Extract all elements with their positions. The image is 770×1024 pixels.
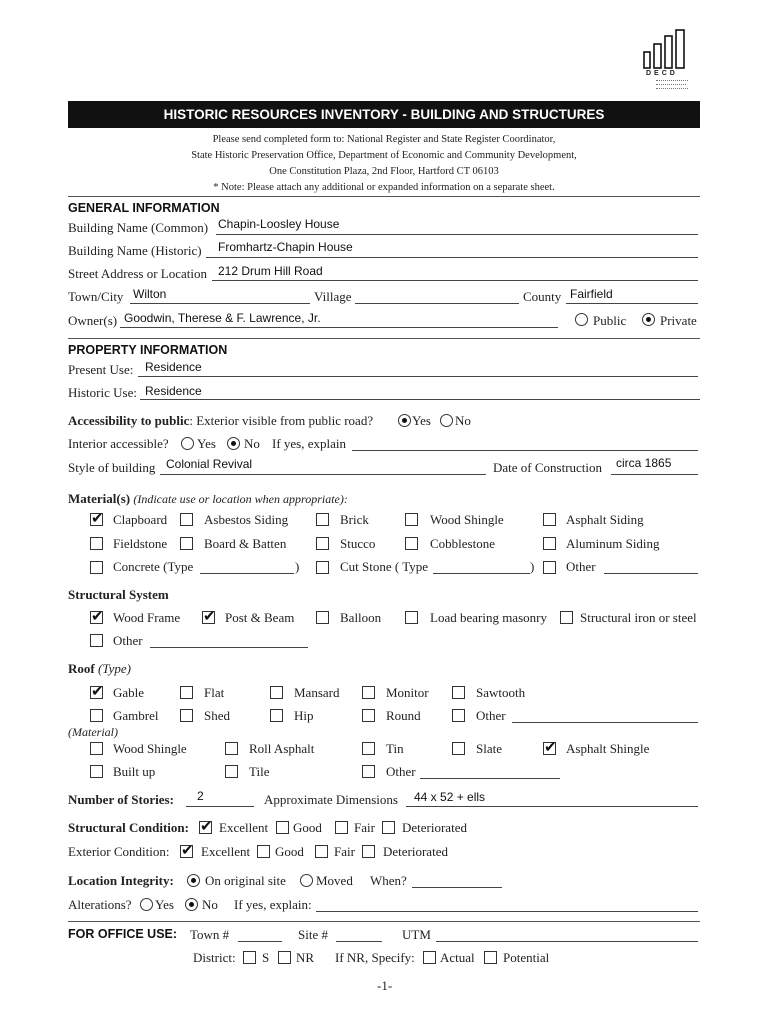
street-address-field[interactable]: 212 Drum Hill Road bbox=[218, 264, 323, 278]
no-label: No bbox=[202, 897, 218, 912]
tin-checkbox[interactable] bbox=[362, 742, 375, 755]
hip-label: Hip bbox=[294, 708, 314, 723]
gable-checkbox[interactable] bbox=[90, 686, 103, 699]
stucco-checkbox[interactable] bbox=[316, 537, 329, 550]
town-city-field[interactable]: Wilton bbox=[133, 287, 167, 301]
yes-label: Yes bbox=[412, 413, 431, 428]
alterations-yes-radio[interactable] bbox=[140, 898, 153, 911]
alterations-explain-field[interactable] bbox=[316, 911, 698, 912]
historic-use-field[interactable]: Residence bbox=[145, 384, 202, 398]
fieldstone-label: Fieldstone bbox=[113, 536, 168, 551]
building-name-historic-field[interactable]: Fromhartz-Chapin House bbox=[218, 240, 353, 254]
other-structural-field[interactable] bbox=[150, 647, 308, 648]
hip-checkbox[interactable] bbox=[270, 709, 283, 722]
exterior-deteriorated-checkbox[interactable] bbox=[362, 845, 375, 858]
if-yes-explain-label: If yes, explain: bbox=[234, 897, 312, 912]
good-label: Good bbox=[275, 844, 304, 859]
exterior-good-checkbox[interactable] bbox=[257, 845, 270, 858]
cobblestone-label: Cobblestone bbox=[430, 536, 495, 551]
stories-label: Number of Stories: bbox=[68, 792, 174, 807]
built-up-label: Built up bbox=[113, 764, 156, 779]
if-yes-explain-label: If yes, explain bbox=[272, 436, 347, 451]
structural-system-heading: Structural System bbox=[68, 587, 169, 602]
district-s-checkbox[interactable] bbox=[243, 951, 256, 964]
tin-label: Tin bbox=[386, 741, 404, 756]
no-label: No bbox=[244, 436, 260, 451]
structural-excellent-checkbox[interactable] bbox=[199, 821, 212, 834]
aluminum-siding-checkbox[interactable] bbox=[543, 537, 556, 550]
alterations-no-radio[interactable] bbox=[185, 898, 198, 911]
wood-frame-label: Wood Frame bbox=[113, 610, 181, 625]
village-label: Village bbox=[314, 289, 352, 304]
deteriorated-label: Deteriorated bbox=[402, 820, 467, 835]
concrete-checkbox[interactable] bbox=[90, 561, 103, 574]
present-use-field[interactable]: Residence bbox=[145, 360, 202, 374]
exterior-fair-checkbox[interactable] bbox=[315, 845, 328, 858]
roof-bold: Roof bbox=[68, 661, 95, 676]
close-paren: ) bbox=[295, 559, 300, 574]
brick-checkbox[interactable] bbox=[316, 513, 329, 526]
page-number: -1- bbox=[377, 978, 393, 993]
asbestos-siding-label: Asbestos Siding bbox=[204, 512, 289, 527]
good-label: Good bbox=[293, 820, 322, 835]
exterior-excellent-checkbox[interactable] bbox=[180, 845, 193, 858]
street-address-label: Street Address or Location bbox=[68, 266, 207, 281]
built-up-checkbox[interactable] bbox=[90, 765, 103, 778]
no-label: No bbox=[455, 413, 471, 428]
on-original-site-label: On original site bbox=[205, 873, 286, 888]
other-roof-material-label: Other bbox=[386, 764, 416, 779]
load-bearing-masonry-label: Load bearing masonry bbox=[430, 610, 547, 625]
accessibility-question: : Exterior visible from public road? bbox=[189, 413, 374, 428]
instruction-line: State Historic Preservation Office, Department of Economic and Community Development, bbox=[191, 150, 577, 161]
roof-heading bbox=[68, 661, 131, 677]
owners-field[interactable]: Goodwin, Therese & F. Lawrence, Jr. bbox=[124, 311, 321, 325]
submission-instructions bbox=[68, 132, 700, 196]
potential-label: Potential bbox=[503, 950, 550, 965]
yes-label: Yes bbox=[197, 436, 216, 451]
sawtooth-checkbox[interactable] bbox=[452, 686, 465, 699]
asbestos-siding-checkbox[interactable] bbox=[180, 513, 193, 526]
roll-asphalt-label: Roll Asphalt bbox=[249, 741, 315, 756]
asphalt-shingle-checkbox[interactable] bbox=[543, 742, 556, 755]
other-roof-material-field[interactable] bbox=[420, 778, 560, 779]
site-number-label: Site # bbox=[298, 927, 328, 942]
style-field[interactable]: Colonial Revival bbox=[166, 457, 253, 471]
on-original-site-radio[interactable] bbox=[187, 874, 200, 887]
cut-stone-type-field[interactable] bbox=[433, 573, 530, 574]
fieldstone-checkbox[interactable] bbox=[90, 537, 103, 550]
utm-label: UTM bbox=[402, 927, 431, 942]
materials-hint: (Indicate use or location when appropriate): bbox=[133, 492, 348, 506]
flat-checkbox[interactable] bbox=[180, 686, 193, 699]
other-material-checkbox[interactable] bbox=[543, 561, 556, 574]
clapboard-checkbox[interactable] bbox=[90, 513, 103, 526]
date-of-construction-field[interactable]: circa 1865 bbox=[616, 456, 672, 470]
other-structural-checkbox[interactable] bbox=[90, 634, 103, 647]
post-beam-label: Post & Beam bbox=[225, 610, 295, 625]
round-label: Round bbox=[386, 708, 421, 723]
county-field[interactable]: Fairfield bbox=[570, 287, 613, 301]
tile-label: Tile bbox=[249, 764, 270, 779]
instruction-line: One Constitution Plaza, 2nd Floor, Hartford CT 06103 bbox=[269, 166, 499, 177]
excellent-label: Excellent bbox=[219, 820, 269, 835]
slate-label: Slate bbox=[476, 741, 502, 756]
public-label: Public bbox=[593, 313, 627, 328]
monitor-label: Monitor bbox=[386, 685, 429, 700]
mansard-checkbox[interactable] bbox=[270, 686, 283, 699]
decd-logo-icon bbox=[640, 28, 690, 70]
date-of-construction-label: Date of Construction bbox=[493, 460, 603, 475]
style-label: Style of building bbox=[68, 460, 156, 475]
stories-field[interactable]: 2 bbox=[197, 789, 204, 803]
close-paren: ) bbox=[530, 559, 535, 574]
board-batten-label: Board & Batten bbox=[204, 536, 287, 551]
when-label: When? bbox=[370, 873, 407, 888]
concrete-label: Concrete (Type bbox=[113, 559, 194, 574]
alterations-label: Alterations? bbox=[68, 897, 132, 912]
exterior-visible-yes-radio[interactable] bbox=[398, 414, 411, 427]
building-name-common-field[interactable]: Chapin-Loosley House bbox=[218, 217, 340, 231]
moved-radio[interactable] bbox=[300, 874, 313, 887]
building-name-common-label: Building Name (Common) bbox=[68, 220, 209, 235]
balloon-checkbox[interactable] bbox=[316, 611, 329, 624]
fair-label: Fair bbox=[334, 844, 355, 859]
structural-condition-label: Structural Condition: bbox=[68, 820, 189, 835]
wood-shingle-roof-label: Wood Shingle bbox=[113, 741, 187, 756]
present-use-label: Present Use: bbox=[68, 362, 134, 377]
moved-label: Moved bbox=[316, 873, 353, 888]
location-integrity-label: Location Integrity: bbox=[68, 873, 174, 888]
other-roof-material-checkbox[interactable] bbox=[362, 765, 375, 778]
asphalt-siding-label: Asphalt Siding bbox=[566, 512, 644, 527]
general-heading: GENERAL INFORMATION bbox=[68, 201, 220, 215]
dimensions-label: Approximate Dimensions bbox=[264, 792, 398, 807]
gable-label: Gable bbox=[113, 685, 145, 700]
structural-fair-checkbox[interactable] bbox=[335, 821, 348, 834]
load-bearing-masonry-checkbox[interactable] bbox=[405, 611, 418, 624]
brick-label: Brick bbox=[340, 512, 369, 527]
town-number-field[interactable] bbox=[238, 941, 282, 942]
town-city-label: Town/City bbox=[68, 289, 124, 304]
property-heading: PROPERTY INFORMATION bbox=[68, 343, 228, 357]
monitor-checkbox[interactable] bbox=[362, 686, 375, 699]
public-radio[interactable] bbox=[575, 313, 588, 326]
asphalt-shingle-label: Asphalt Shingle bbox=[566, 741, 650, 756]
divider bbox=[68, 921, 700, 922]
other-roof-type-field[interactable] bbox=[512, 722, 698, 723]
structural-iron-steel-checkbox[interactable] bbox=[560, 611, 573, 624]
clapboard-label: Clapboard bbox=[113, 512, 168, 527]
county-label: County bbox=[523, 289, 562, 304]
when-field[interactable] bbox=[412, 887, 502, 888]
concrete-type-field[interactable] bbox=[200, 573, 294, 574]
potential-checkbox[interactable] bbox=[484, 951, 497, 964]
slate-checkbox[interactable] bbox=[452, 742, 465, 755]
materials-bold: Material(s) bbox=[68, 491, 131, 506]
actual-checkbox[interactable] bbox=[423, 951, 436, 964]
office-use-heading: FOR OFFICE USE: bbox=[68, 927, 178, 941]
materials-label bbox=[68, 491, 348, 507]
other-material-field[interactable] bbox=[604, 573, 698, 574]
wood-frame-checkbox[interactable] bbox=[90, 611, 103, 624]
owners-label: Owner(s) bbox=[68, 313, 118, 328]
other-roof-type-checkbox[interactable] bbox=[452, 709, 465, 722]
round-checkbox[interactable] bbox=[362, 709, 375, 722]
district-nr-checkbox[interactable] bbox=[278, 951, 291, 964]
interior-yes-radio[interactable] bbox=[181, 437, 194, 450]
accessibility-label bbox=[68, 413, 373, 429]
dimensions-field[interactable]: 44 x 52 + ells bbox=[414, 790, 486, 804]
interior-accessible-label: Interior accessible? bbox=[68, 436, 169, 451]
building-name-historic-label: Building Name (Historic) bbox=[68, 243, 202, 258]
historic-use-label: Historic Use: bbox=[68, 385, 137, 400]
deteriorated-label: Deteriorated bbox=[383, 844, 448, 859]
form-title: HISTORIC RESOURCES INVENTORY - BUILDING AND STRUCTURES bbox=[68, 101, 700, 128]
sawtooth-label: Sawtooth bbox=[476, 685, 526, 700]
flat-label: Flat bbox=[204, 685, 225, 700]
cut-stone-label: Cut Stone ( Type bbox=[340, 559, 429, 574]
exterior-condition-label: Exterior Condition: bbox=[68, 844, 170, 859]
wood-shingle-label: Wood Shingle bbox=[430, 512, 504, 527]
wood-shingle-roof-checkbox[interactable] bbox=[90, 742, 103, 755]
gambrel-checkbox[interactable] bbox=[90, 709, 103, 722]
district-label: District: bbox=[193, 950, 236, 965]
post-beam-checkbox[interactable] bbox=[202, 611, 215, 624]
structural-deteriorated-checkbox[interactable] bbox=[382, 821, 395, 834]
tile-checkbox[interactable] bbox=[225, 765, 238, 778]
shed-label: Shed bbox=[204, 708, 230, 723]
wood-shingle-checkbox[interactable] bbox=[405, 513, 418, 526]
other-structural-label: Other bbox=[113, 633, 143, 648]
structural-good-checkbox[interactable] bbox=[276, 821, 289, 834]
fair-label: Fair bbox=[354, 820, 375, 835]
excellent-label: Excellent bbox=[201, 844, 251, 859]
accessibility-bold: Accessibility to public bbox=[68, 413, 190, 428]
cut-stone-checkbox[interactable] bbox=[316, 561, 329, 574]
instruction-line: * Note: Please attach any additional or expanded information on a separate sheet. bbox=[213, 182, 555, 193]
if-nr-specify-label: If NR, Specify: bbox=[335, 950, 415, 965]
decd-logo bbox=[640, 28, 690, 96]
other-material-label: Other bbox=[566, 559, 596, 574]
roof-material-label: (Material) bbox=[68, 725, 118, 739]
stucco-label: Stucco bbox=[340, 536, 376, 551]
nr-label: NR bbox=[296, 950, 315, 965]
aluminum-siding-label: Aluminum Siding bbox=[566, 536, 660, 551]
s-label: S bbox=[262, 950, 270, 965]
roll-asphalt-checkbox[interactable] bbox=[225, 742, 238, 755]
logo-text: DECD bbox=[646, 70, 678, 77]
actual-label: Actual bbox=[440, 950, 475, 965]
interior-no-radio[interactable] bbox=[227, 437, 240, 450]
divider bbox=[68, 338, 700, 339]
other-roof-type-label: Other bbox=[476, 708, 506, 723]
divider bbox=[68, 196, 700, 197]
site-number-field[interactable] bbox=[336, 941, 382, 942]
balloon-label: Balloon bbox=[340, 610, 382, 625]
instruction-line: Please send completed form to: National Register and State Register Coordinator, bbox=[212, 134, 556, 145]
cobblestone-checkbox[interactable] bbox=[405, 537, 418, 550]
asphalt-siding-checkbox[interactable] bbox=[543, 513, 556, 526]
utm-field[interactable] bbox=[436, 941, 698, 942]
roof-type-label: (Type) bbox=[97, 661, 131, 676]
yes-label: Yes bbox=[155, 897, 174, 912]
exterior-visible-no-radio[interactable] bbox=[440, 414, 453, 427]
private-radio[interactable] bbox=[642, 313, 655, 326]
shed-checkbox[interactable] bbox=[180, 709, 193, 722]
gambrel-label: Gambrel bbox=[113, 708, 159, 723]
town-number-label: Town # bbox=[190, 927, 230, 942]
structural-iron-steel-label: Structural iron or steel bbox=[580, 610, 697, 625]
private-label: Private bbox=[660, 313, 697, 328]
board-batten-checkbox[interactable] bbox=[180, 537, 193, 550]
mansard-label: Mansard bbox=[294, 685, 340, 700]
